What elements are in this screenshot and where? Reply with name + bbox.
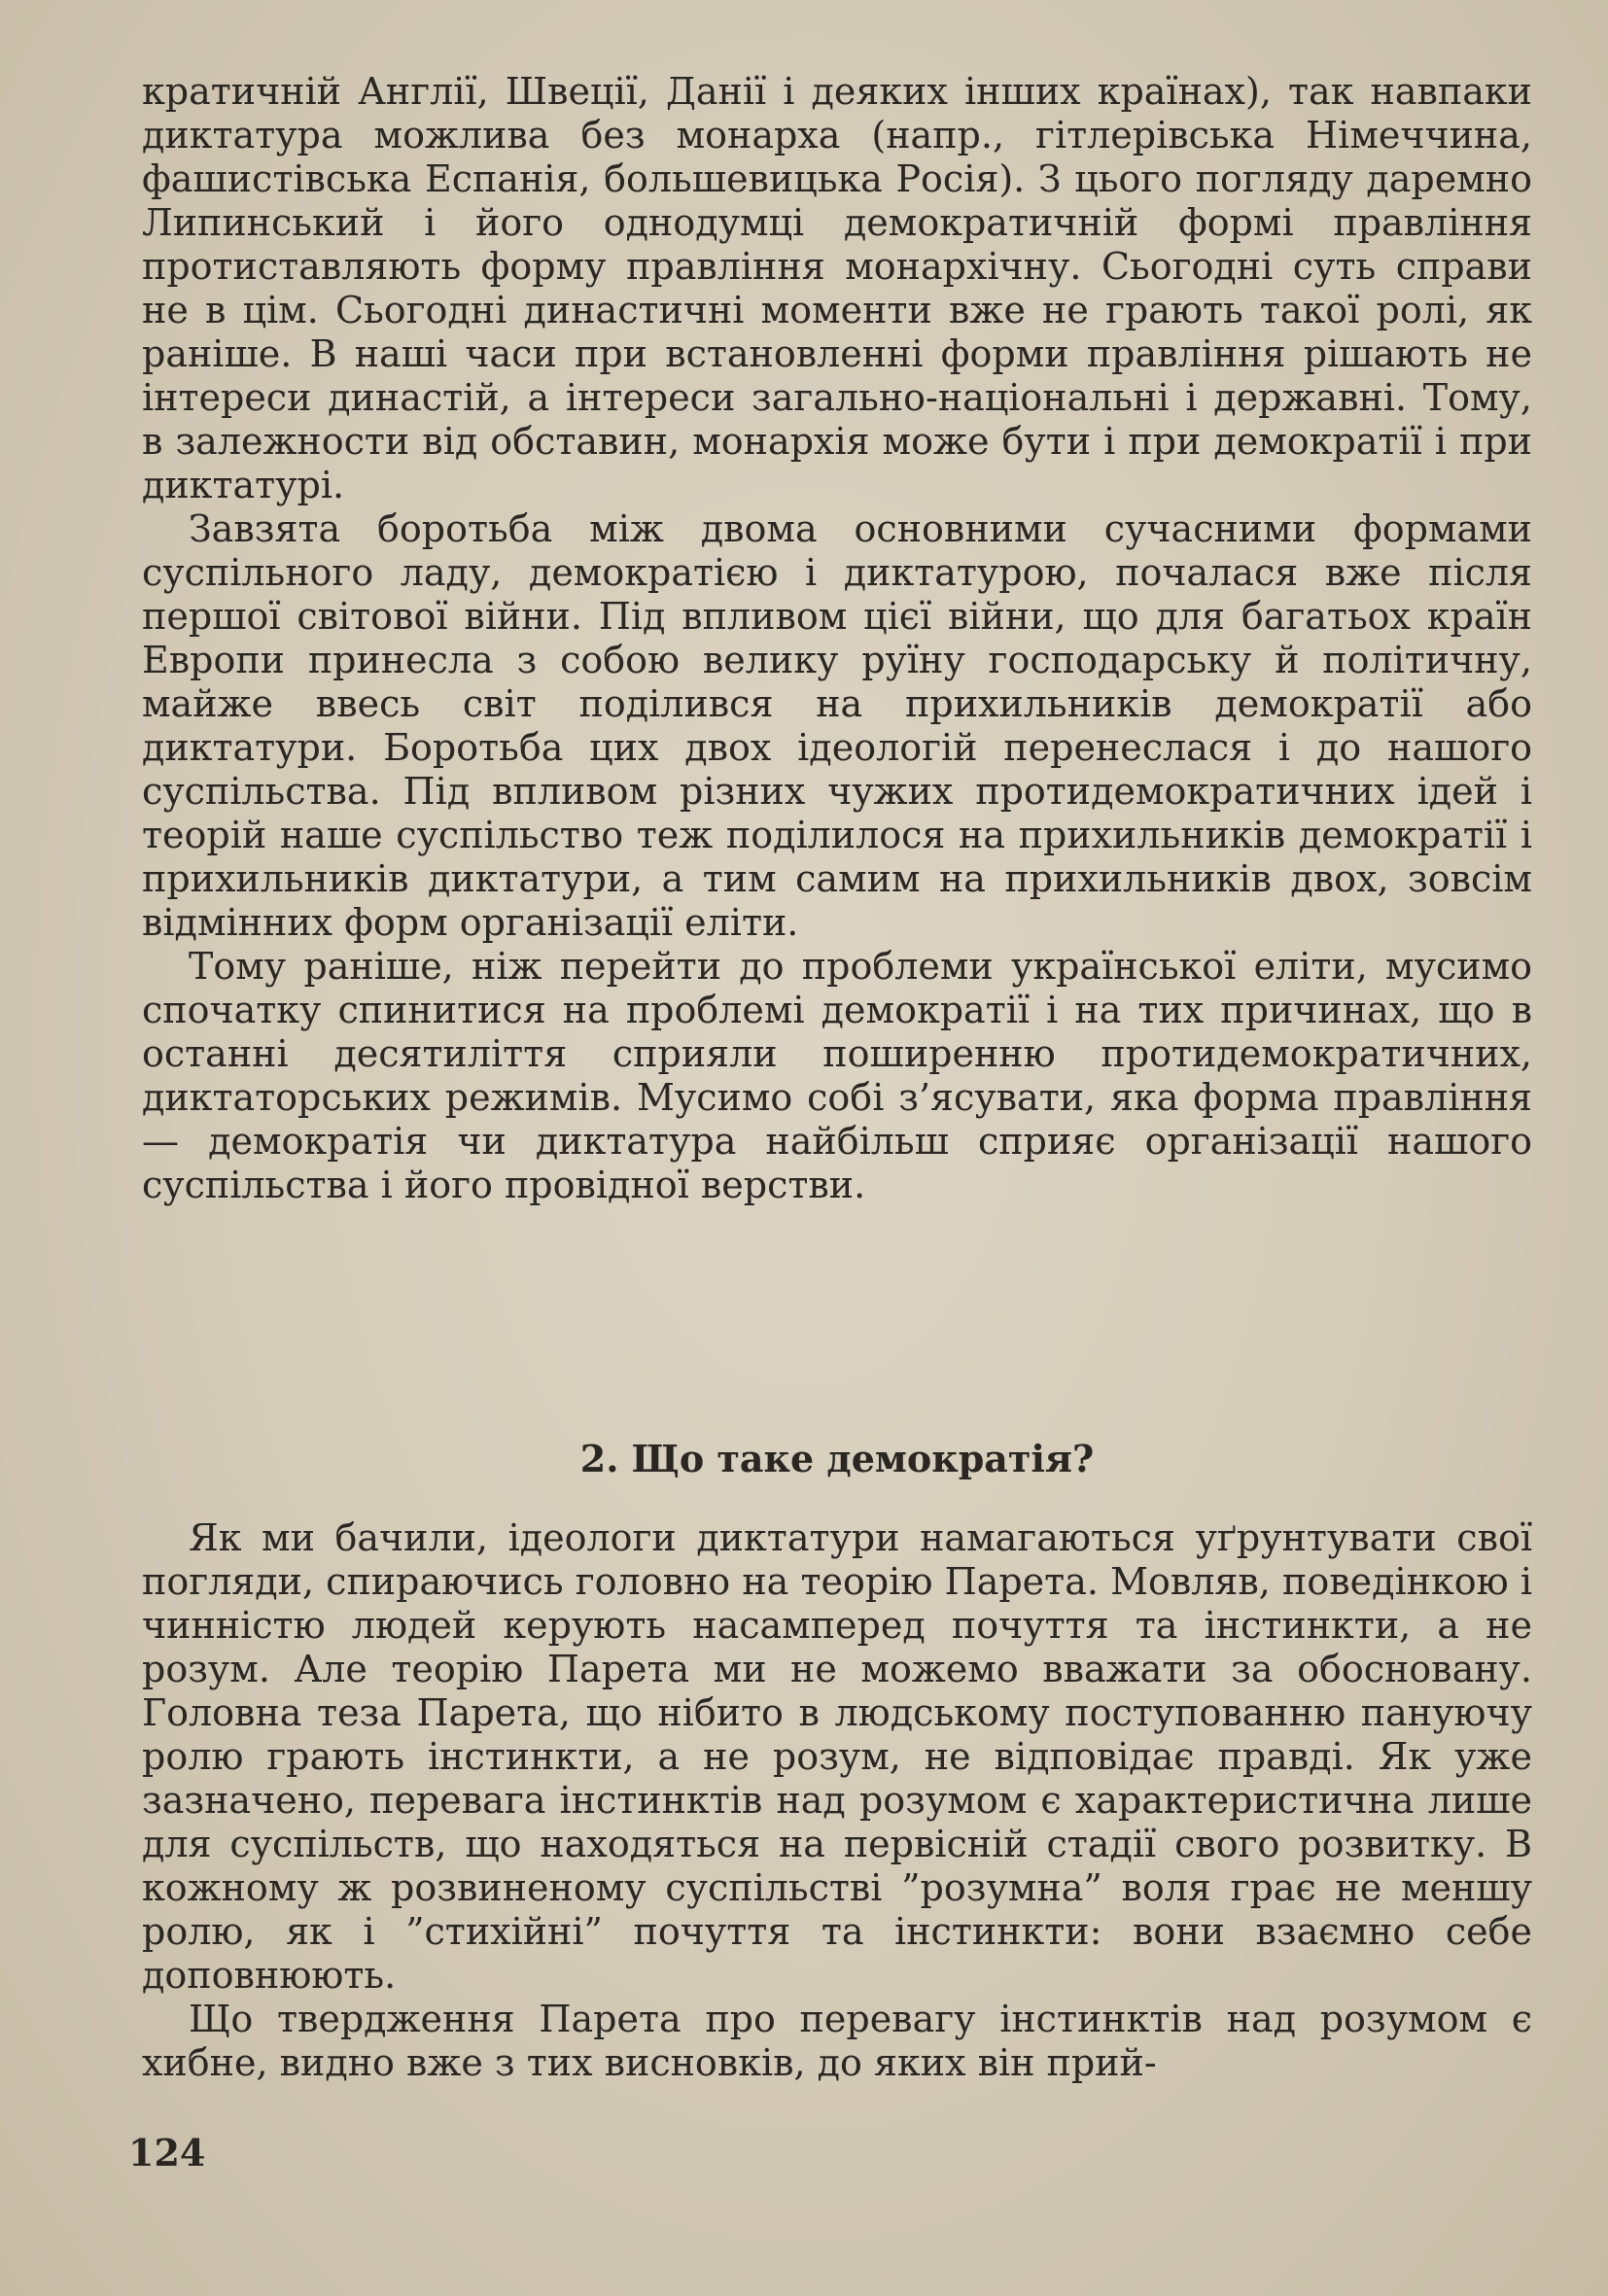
text-block-lower bbox=[142, 1516, 1532, 2085]
page-number: 124 bbox=[128, 2131, 206, 2174]
paragraph: Тому раніше, ніж перейти до проблеми української еліти, мусимо спочатку спинитися на проблемі демократії і на тих причинах, що в останні десятиліття сприяли поширенню протидемократичних, диктаторських режимів. Мусимо собі з’ясувати, яка форма правління — демократія чи диктатура найбільш сприяє організації нашого суспільства і його провідної верстви. bbox=[142, 945, 1532, 1206]
paragraph: Як ми бачили, ідеологи диктатури намагаються уґрунтувати свої погляди, спираючись головно на теорію Парета. Мовляв, поведінкою і чинністю людей керують насамперед почуття та інстинкти, а не розум. Але теорію Парета ми не можемо вважати за обосновану. Головна теза Парета, що нібито в людському поступованню пануючу ролю грають інстинкти, а не розум, не відповідає правді. Як уже зазначено, перевага інстинктів над розумом є характеристична лише для суспільств, що находяться на первісній стадії свого розвитку. В кожному ж розвиненому суспільстві ”розумна” воля грає не меншу ролю, як і ”стихійні” почуття та інстинкти: вони взаємно себе доповнюють. bbox=[142, 1516, 1532, 1997]
paragraph: Що твердження Парета про перевагу інстинктів над розумом є хибне, видно вже з тих висновків, до яких він прий- bbox=[142, 1998, 1532, 2084]
section-heading: 2. Що таке демократія? bbox=[579, 1437, 1095, 1480]
text-block-upper bbox=[142, 70, 1532, 1207]
paragraph: кратичній Англії, Швеції, Данії і деяких інших країнах), так навпаки диктатура можлива без монарха (напр., гітлерівська Німеччина, фашистівська Еспанія, большевицька Росія). З цього погляду даремно Липинський і його однодумці демократичній формі правління протиставляють форму правління монархічну. Сьогодні суть справи не в цім. Сьогодні династичні моменти вже не грають такої ролі, як раніше. В наші часи при встановленні форми правління рішають не інтереси династій, а інтереси загально-національні і державні. Тому, в залежности від обставин, монархія може бути і при демократії і при диктатурі. bbox=[142, 70, 1532, 506]
paragraph: Завзята боротьба між двома основними сучасними формами суспільного ладу, демократією і диктатурою, почалася вже після першої світової війни. Під впливом цієї війни, що для багатьох країн Европи принесла з собою велику руїну господарську й політичну, майже ввесь світ поділився на прихильників демократії або диктатури. Боротьба цих двох ідеологій перенеслася і до нашого суспільства. Під впливом різних чужих протидемократичних ідей і теорій наше суспільство теж поділилося на прихильників демократії і прихильників диктатури, а тим самим на прихильників двох, зовсім відмінних форм організації еліти. bbox=[142, 507, 1532, 944]
